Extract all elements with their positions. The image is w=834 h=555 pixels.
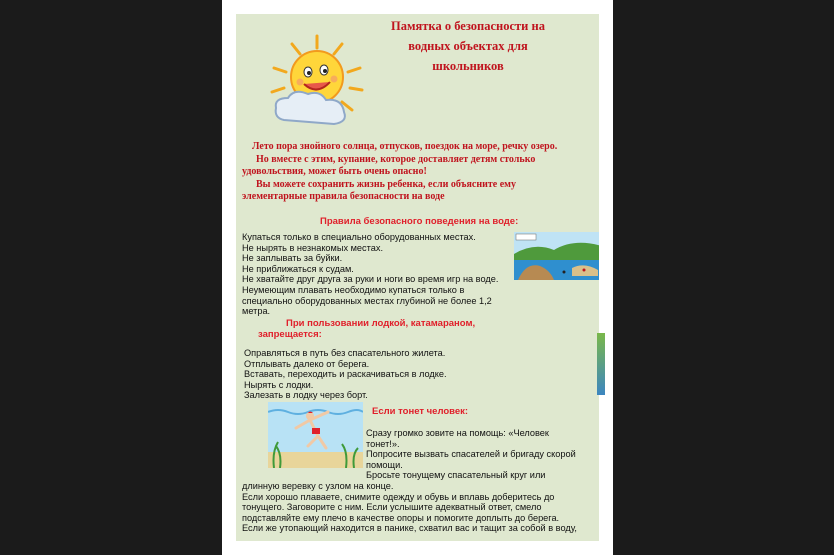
- title-line: Памятка о безопасности на: [391, 19, 545, 33]
- swimmer-illustration: [268, 402, 363, 468]
- title-line: водных объектах для: [408, 39, 528, 53]
- step-line: помощи.: [366, 459, 403, 470]
- step-line: тонет!».: [366, 438, 400, 449]
- step-line: Если же утопающий находится в панике, схватил вас и тащит за собой в воду,: [242, 523, 577, 534]
- rule-line: Вставать, переходить и раскачиваться в лодке.: [244, 369, 447, 380]
- heading-line: запрещается:: [258, 329, 322, 340]
- boat-rules-list: [244, 348, 544, 401]
- leaflet-sheet: [236, 14, 599, 541]
- rule-line: Не приближаться к судам.: [242, 263, 354, 274]
- step-line: длинную веревку с узлом на конце.: [242, 481, 394, 491]
- rule-line: Неумеющим плавать необходимо купаться только в: [242, 284, 465, 295]
- step-line: Бросьте тонущему спасательный круг или: [366, 470, 546, 481]
- rescue-instructions: [242, 481, 597, 534]
- intro-line: Вы можете сохранить жизнь ребенка, если объясните ему: [256, 178, 516, 190]
- step-line: подставляйте ему плечо в качестве опоры и помогите доплыть до берега.: [242, 512, 560, 523]
- step-line: Если хорошо плаваете, снимите одежду и обувь и вплавь доберитесь до: [242, 491, 555, 502]
- rule-line: Не заплывать за буйки.: [242, 253, 343, 264]
- rule-line: метра.: [242, 306, 271, 317]
- rules-list: [242, 232, 512, 317]
- intro-line: Лето пора знойного солнца, отпусков, поездок на море, речку озеро.: [252, 141, 558, 152]
- heading-line: При пользовании лодкой, катамараном,: [286, 318, 476, 329]
- rule-line: Залезать в лодку через борт.: [244, 390, 368, 401]
- next-page-edge: [597, 333, 605, 395]
- step-line: Сразу громко зовите на помощь: «Человек: [366, 428, 549, 438]
- rule-line: специально оборудованных местах глубиной не более 1,2: [242, 295, 492, 306]
- section-heading: [258, 318, 476, 340]
- section-heading: Если тонет человек:: [372, 406, 469, 417]
- step-line: Попросите вызвать спасателей и бригаду скорой: [366, 449, 576, 460]
- rule-line: Купаться только в специально оборудованных местах.: [242, 232, 476, 242]
- document-page: [222, 0, 613, 555]
- rule-line: Отплывать далеко от берега.: [244, 358, 370, 369]
- rule-line: Не хватайте друг друга за руки и ноги во время игр на воде.: [242, 274, 499, 285]
- rule-line: Не нырять в незнакомых местах.: [242, 242, 383, 253]
- sun-cloud-illustration: [262, 32, 372, 132]
- intro-line: Но вместе с этим, купание, которое доставляет детям столько: [256, 153, 536, 165]
- intro-line: удовольствия, может быть очень опасно!: [242, 166, 427, 177]
- intro-paragraph: [242, 141, 598, 204]
- rescue-steps: [366, 428, 596, 481]
- page-title: [368, 16, 568, 76]
- step-line: тонущего. Заговорите с ним. Если услышите адекватный ответ, смело: [242, 502, 542, 513]
- section-heading: Правила безопасного поведения на воде:: [320, 216, 519, 227]
- beach-photo: [514, 232, 599, 280]
- title-line: школьников: [432, 59, 504, 73]
- rule-line: Оправляться в путь без спасательного жилета.: [244, 348, 446, 358]
- intro-line: элементарные правила безопасности на воде: [242, 191, 445, 202]
- rule-line: Нырять с лодки.: [244, 379, 314, 390]
